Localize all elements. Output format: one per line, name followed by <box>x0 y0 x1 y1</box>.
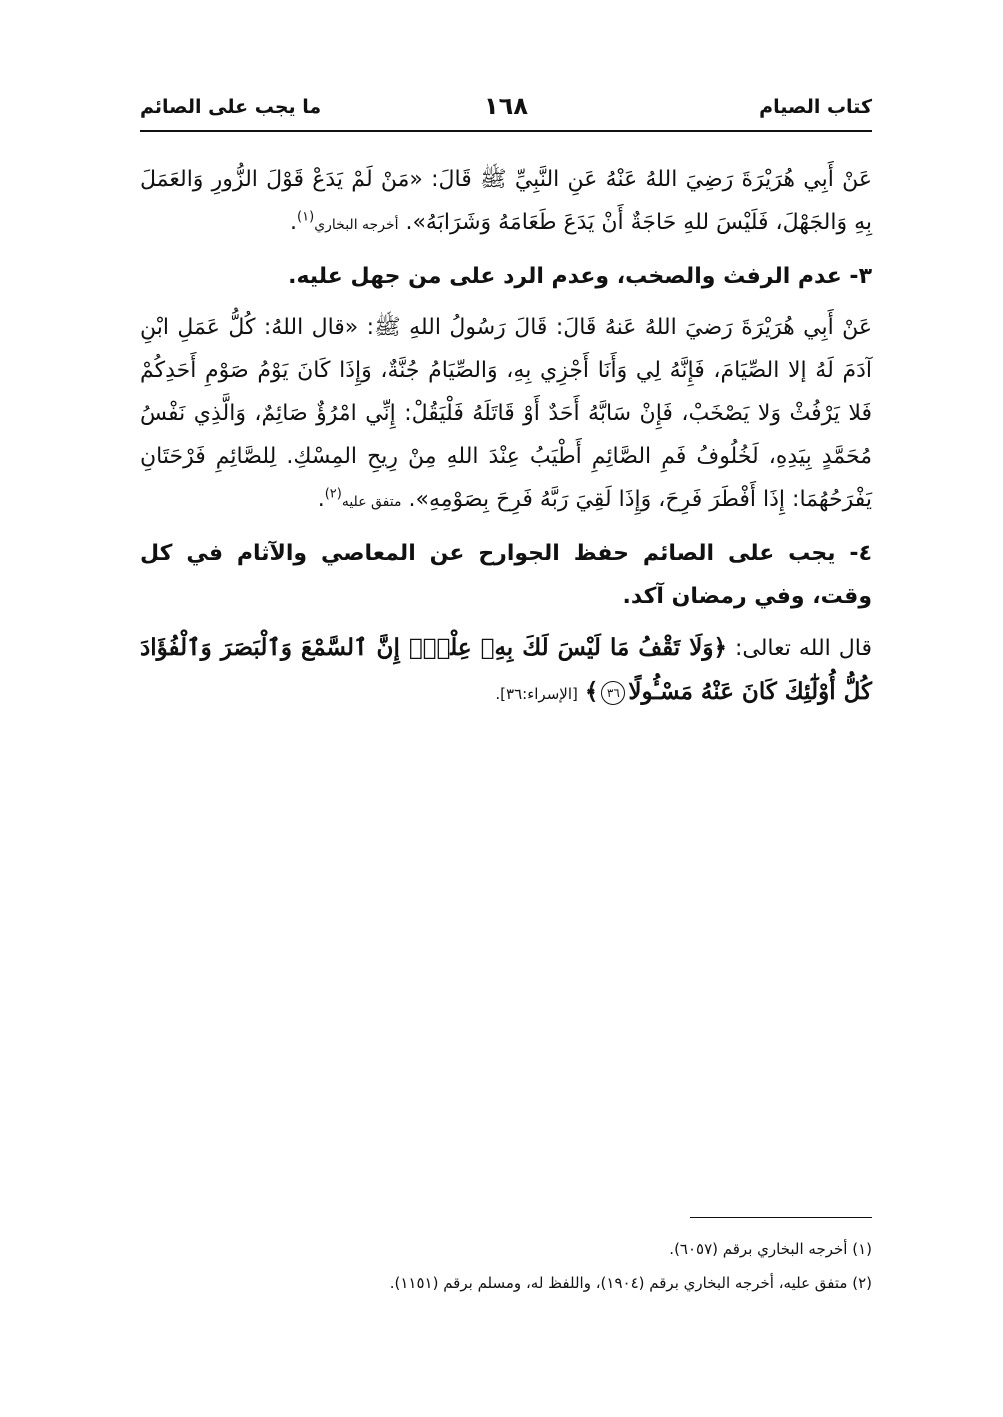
hadith-source: متفق عليه <box>341 494 402 510</box>
footnote-ref-2[interactable]: (٢) <box>324 486 342 502</box>
page-number: ١٦٨ <box>484 92 528 120</box>
hadith-text: عَنْ أَبِي هُرَيْرَةَ رَضِيَ اللهُ عَنْهُ عَنِ النَّبِيِّ ﷺ قَالَ: «مَنْ لَمْ يَدَعْ قَوْلَ الزُّورِ وَالعَمَلَ بِهِ وَالجَهْلَ، فَلَيْسَ للهِ حَاجَةٌ أَنْ يَدَعَ طَعَامَهُ وَشَرَابَهُ». <box>140 167 872 235</box>
verse-close-bracket: ﴾ <box>584 678 599 705</box>
verse-paragraph <box>140 626 872 716</box>
footnote-1: (١) أخرجه البخاري برقم (٦٠٥٧). <box>669 1240 872 1258</box>
book-title: كتاب الصيام <box>759 96 872 118</box>
hadith-source: أخرجه البخاري <box>314 217 399 233</box>
footnotes <box>140 1232 872 1300</box>
section-heading-4: ٤- يجب على الصائم حفظ الجوارح عن المعاصي والآثام في كل وقت، وفي رمضان آكد. <box>140 541 872 609</box>
footnote-divider <box>690 1217 872 1218</box>
page-body <box>140 158 872 724</box>
footnote-ref-1[interactable]: (١) <box>297 209 315 225</box>
verse-intro: قال الله تعالى: <box>734 636 872 661</box>
chapter-title: ما يجب على الصائم <box>140 96 322 118</box>
ayah-number-marker: ٣٦ <box>601 681 625 705</box>
hadith-paragraph-2: عَنْ أَبِي هُرَيْرَةَ رَضيَ اللهُ عَنهُ قَالَ: قَالَ رَسُولُ اللهِ ﷺ: «قال اللهُ: كُلُّ عَمَلِ ابْنِ آدَمَ لَهُ إلا الصِّيَامَ، فَإِنَّهُ لِي وَأَنَا أَجْزِي بِهِ، وَالصِّيَامُ جُنَّةٌ، وَإِذَا كَانَ يَوْمُ صَوْمِ أَحَدِكُمْ فَلا يَرْفُثْ وَلا يَصْخَبْ، فَإِنْ سَابَّهُ أَحَدٌ أَوْ قَاتَلَهُ فَلْيَقُلْ: إِنِّي امْرُؤٌ صَائِمٌ، وَالَّذِي نَفْسُ مُحَمَّدٍ بِيَدِهِ، لَخُلُوفُ فَمِ الصَّائِمِ أَطْيَبُ عِنْدَ اللهِ مِنْ رِيحِ المِسْكِ. لِلصَّائِمِ فَرْحَتَانِ يَفْرَحُهُمَا: إِذَا أَفْطَرَ فَرِحَ، وَإِذَا لَقِيَ رَبَّهُ فَرِحَ بِصَوْمِهِ». متفق عليه$^{(٢)}$. <box>140 315 872 512</box>
section-heading-3: ٣- عدم الرفث والصخب، وعدم الرد على من جهل عليه. <box>288 264 872 289</box>
hadith-text: عَنْ أَبِي هُرَيْرَةَ رَضيَ اللهُ عَنهُ قَالَ: قَالَ رَسُولُ اللهِ ﷺ: «قال اللهُ: كُلُّ عَمَلِ ابْنِ آدَمَ لَهُ إلا الصِّيَامَ، فَإِنَّهُ لِي وَأَنَا أَجْزِي بِهِ، وَالصِّيَامُ جُنَّةٌ، وَإِذَا كَانَ يَوْمُ صَوْمِ أَحَدِكُمْ فَلا يَرْفُثْ وَلا يَصْخَبْ، فَإِنْ سَابَّهُ أَحَدٌ أَوْ قَاتَلَهُ فَلْيَقُلْ: إِنِّي امْرُؤٌ صَائِمٌ، وَالَّذِي نَفْسُ مُحَمَّدٍ بِيَدِهِ، لَخُلُوفُ فَمِ الصَّائِمِ أَطْيَبُ عِنْدَ اللهِ مِنْ رِيحِ المِسْكِ. لِلصَّائِمِ فَرْحَتَانِ يَفْرَحُهُمَا: إِذَا أَفْطَرَ فَرِحَ، وَإِذَا لَقِيَ رَبَّهُ فَرِحَ بِصَوْمِهِ». <box>140 315 872 512</box>
surah-reference: [الإسراء:٣٦]. <box>495 685 578 703</box>
header-divider <box>140 130 872 132</box>
hadith-paragraph-1: عَنْ أَبِي هُرَيْرَةَ رَضِيَ اللهُ عَنْهُ عَنِ النَّبِيِّ ﷺ قَالَ: «مَنْ لَمْ يَدَعْ قَوْلَ الزُّورِ وَالعَمَلَ بِهِ وَالجَهْلَ، فَلَيْسَ للهِ حَاجَةٌ أَنْ يَدَعَ طَعَامَهُ وَشَرَابَهُ». أخرجه البخاري$^{(١)}$. <box>140 167 872 235</box>
footnote-2: (٢) متفق عليه، أخرجه البخاري برقم (١٩٠٤)، واللفظ له، ومسلم برقم (١١٥١). <box>389 1274 872 1292</box>
quran-verse: ﴿وَلَا تَقْفُ مَا لَيْسَ لَكَ بِهِۦ عِلْمٌۚ إِنَّ ٱلسَّمْعَ وَٱلْبَصَرَ وَٱلْفُؤَادَ كُلُّ أُوْلَٰٓئِكَ كَانَ عَنْهُ مَسْـُٔولًا <box>140 634 872 705</box>
page-header <box>140 92 872 128</box>
